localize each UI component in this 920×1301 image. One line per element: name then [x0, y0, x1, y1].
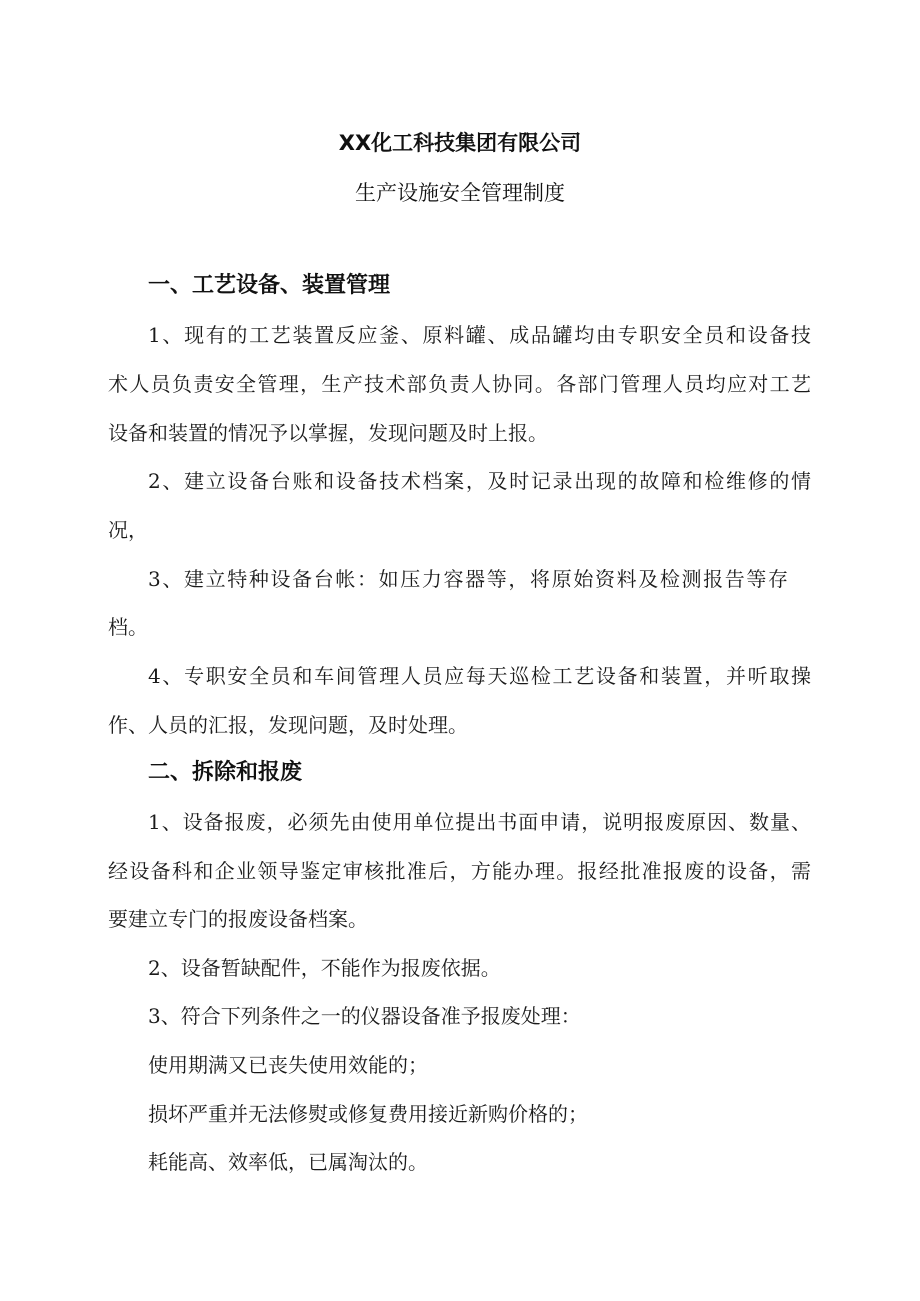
- paragraph-line: 2、建立设备台账和设备技术档案，及时记录出现的故障和检维修的情: [148, 469, 811, 493]
- paragraph-line: 术人员负责安全管理，生产技术部负责人协同。各部门管理人员均应对工艺: [108, 372, 811, 396]
- paragraph-line: 要建立专门的报废设备档案。: [108, 907, 368, 931]
- paragraph-line: 耗能高、效率低，已属淘汰的。: [148, 1150, 428, 1174]
- paragraph-line: 况，: [108, 518, 148, 542]
- document-title: 生产设施安全管理制度: [355, 181, 565, 205]
- section-heading: 二、拆除和报废: [148, 760, 303, 785]
- paragraph-line: 3、建立特种设备台帐：如压力容器等，将原始资料及检测报告等存: [148, 567, 788, 591]
- paragraph-line: 设备和装置的情况予以掌握，发现问题及时上报。: [108, 421, 548, 445]
- paragraph-line: 经设备科和企业领导鉴定审核批准后，方能办理。报经批准报废的设备，需: [108, 859, 811, 883]
- paragraph-line: 3、符合下列条件之一的仪器设备准予报废处理：: [148, 1004, 581, 1028]
- paragraph-line: 档。: [108, 615, 148, 639]
- section-heading: 一、工艺设备、装置管理: [148, 273, 391, 298]
- paragraph-line: 2、设备暂缺配件，不能作为报废依据。: [148, 956, 501, 980]
- paragraph-line: 作、人员的汇报，发现问题，及时处理。: [108, 713, 468, 737]
- paragraph-line: 1、现有的工艺装置反应釜、原料罐、成品罐均由专职安全员和设备技: [148, 323, 811, 347]
- paragraph-line: 1、设备报废，必须先由使用单位提出书面申请，说明报废原因、数量、: [148, 810, 811, 834]
- paragraph-line: 4、专职安全员和车间管理人员应每天巡检工艺设备和装置，并听取操: [148, 664, 811, 688]
- paragraph-line: 损坏严重并无法修熨或修复费用接近新购价格的；: [148, 1102, 588, 1126]
- company-title: XX化工科技集团有限公司: [338, 131, 582, 155]
- paragraph-line: 使用期满又已丧失使用效能的；: [148, 1053, 428, 1077]
